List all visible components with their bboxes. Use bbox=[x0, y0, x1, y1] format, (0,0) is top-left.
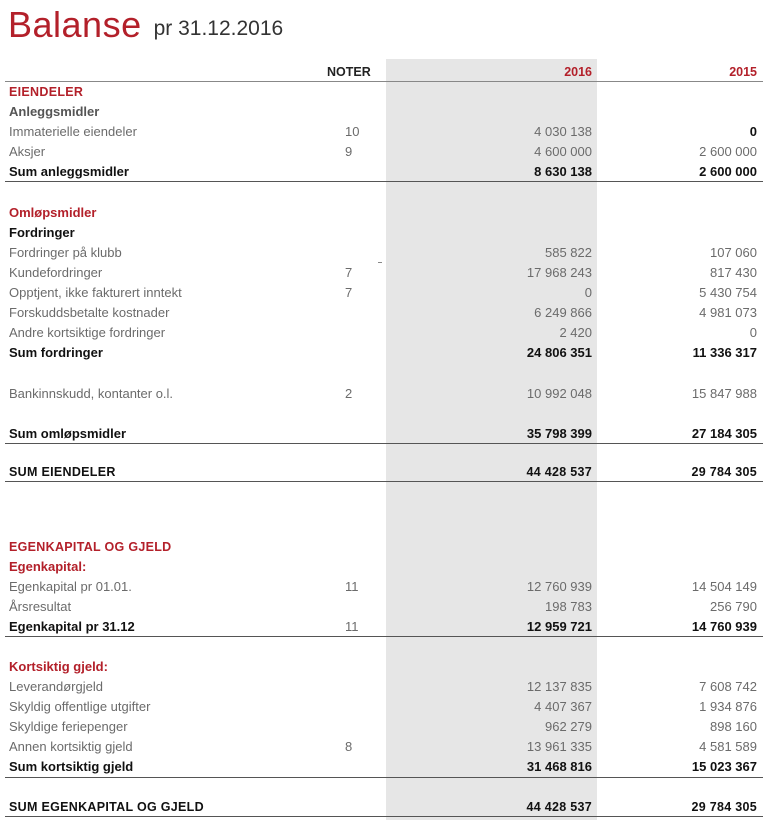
divider bbox=[5, 816, 763, 817]
table-row: Andre kortsiktige fordringer 2 420 0 bbox=[9, 325, 757, 340]
sum-row-short-term-debt: Sum kortsiktig gjeld 31 468 816 15 023 367 bbox=[9, 759, 757, 774]
table-row: Årsresultat 198 783 256 790 bbox=[9, 599, 757, 614]
subheading-equity: Egenkapital: bbox=[9, 559, 87, 574]
divider bbox=[5, 636, 763, 637]
column-header-2016: 2016 bbox=[564, 65, 592, 79]
table-row: Kundefordringer 7 17 968 243 817 430 bbox=[9, 265, 757, 280]
subheading-short-term-debt: Kortsiktig gjeld: bbox=[9, 659, 108, 674]
subheading-current-assets: Omløpsmidler bbox=[9, 205, 97, 220]
column-header-row bbox=[0, 62, 768, 82]
table-row: Forskuddsbetalte kostnader 6 249 866 4 981 073 bbox=[9, 305, 757, 320]
table-row: Skyldig offentlige utgifter 4 407 367 1 934 876 bbox=[9, 699, 757, 714]
title-subtitle: pr 31.12.2016 bbox=[153, 17, 284, 40]
divider bbox=[5, 481, 763, 482]
column-header-2015: 2015 bbox=[729, 65, 757, 79]
table-row: Egenkapital pr 01.01. 11 12 760 939 14 504 149 bbox=[9, 579, 757, 594]
section-heading-assets: EIENDELER bbox=[9, 85, 84, 99]
sum-row-receivables: Sum fordringer 24 806 351 11 336 317 bbox=[9, 345, 757, 360]
table-row: Leverandørgjeld 12 137 835 7 608 742 bbox=[9, 679, 757, 694]
column-header-notes: NOTER bbox=[327, 65, 371, 79]
title-main: Balanse bbox=[8, 4, 142, 45]
table-row: Skyldige feriepenger 962 279 898 160 bbox=[9, 719, 757, 734]
subheading-fixed-assets: Anleggsmidler bbox=[9, 104, 100, 119]
page-title bbox=[8, 4, 283, 46]
table-row: Fordringer på klubb 585 822 107 060 bbox=[9, 245, 757, 260]
divider bbox=[5, 443, 763, 444]
sum-row-current-assets: Sum omløpsmidler 35 798 399 27 184 305 bbox=[9, 426, 757, 441]
table-row: Immaterielle eiendeler 10 4 030 138 0 bbox=[9, 124, 757, 139]
sum-row-fixed-assets: Sum anleggsmidler 8 630 138 2 600 000 bbox=[9, 164, 757, 179]
divider bbox=[5, 181, 763, 182]
sum-row-equity: Egenkapital pr 31.12 11 12 959 721 14 760 939 bbox=[9, 619, 757, 634]
table-row-bank: Bankinnskudd, kontanter o.l. 2 10 992 048 15 847 988 bbox=[9, 386, 757, 401]
table-row: Annen kortsiktig gjeld 8 13 961 335 4 581 589 bbox=[9, 739, 757, 754]
subheading-receivables: Fordringer bbox=[9, 225, 75, 240]
table-row: Aksjer 9 4 600 000 2 600 000 bbox=[9, 144, 757, 159]
total-row-assets: SUM EIENDELER 44 428 537 29 784 305 bbox=[9, 465, 757, 479]
divider bbox=[5, 777, 763, 778]
section-heading-equity-liabilities: EGENKAPITAL OG GJELD bbox=[9, 540, 172, 554]
total-row-equity-liabilities: SUM EGENKAPITAL OG GJELD 44 428 537 29 784 305 bbox=[9, 800, 757, 814]
table-row: Opptjent, ikke fakturert inntekt 7 0 5 430 754 bbox=[9, 285, 757, 300]
